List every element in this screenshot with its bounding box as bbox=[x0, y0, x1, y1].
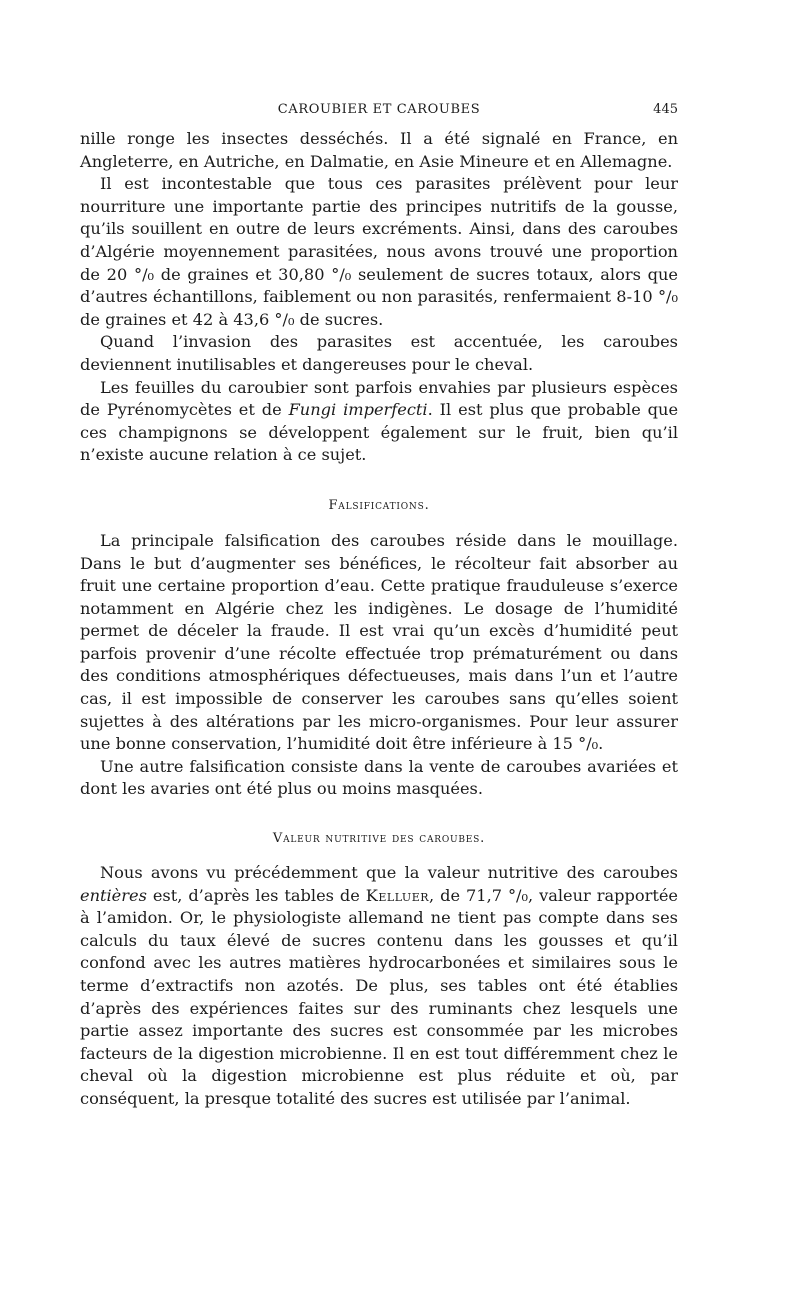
page-number: 445 bbox=[653, 102, 678, 117]
paragraph-continuation: nille ronge les insectes desséchés. Il a été signalé en France, en Angleterre, en Autriche, en Dalmatie, en Asie Mineure et en Allemagne. bbox=[80, 129, 678, 171]
running-header bbox=[80, 102, 678, 122]
paragraph-parasites: Il est incontestable que tous ces parasites prélèvent pour leur nourriture une importante partie des principes nutritifs de la gousse, qu’ils souillent en outre de leurs excréments. Ainsi, dans des caroubes d’Algérie moyennement parasitées, nous avons trouvé une proportion de 20 °/₀ de graines et 30,80 °/₀ seulement de sucres totaux, alors que d’autres échantillons, faiblement ou non parasités, renfermaient 8-10 °/₀ de graines et 42 à 43,6 °/₀ de sucres. bbox=[80, 174, 678, 329]
fungi-text-after: . Il est plus que probable que ces champignons se développent également sur le fruit, bien qu’il n’existe aucune relation à ce sujet. bbox=[80, 400, 679, 465]
section-heading-falsifications: Falsifications. bbox=[328, 497, 430, 513]
valeur-text-b: est, d’après les tables de bbox=[146, 885, 366, 905]
section-heading-valeur-nutritive: Valeur nutritive des caroubes. bbox=[272, 831, 486, 847]
fungi-text-before: Les feuilles du caroubier sont parfois envahies par plusieurs espèces de Pyrénomycètes et de bbox=[80, 377, 678, 420]
author-name: Kelluer bbox=[365, 885, 430, 905]
paragraph-mouillage: La principale falsification des caroubes réside dans le mouillage. Dans le but d’augmenter ses bénéfices, le récolteur fait absorber au fruit une certaine proportion d’eau. Cette pratique frauduleuse s’exerce notamment en Algérie chez les indigènes. Le dosage de l’humidité permet de déceler la fraude. Il est vrai qu’un excès d’humidité peut parfois provenir d’une récolte effectuée trop prématurément ou dans des conditions atmosphériques défectueuses, mais dans l’un et l’autre cas, il est impossible de conserver les caroubes sans qu’elles soient sujettes à des altérations par les micro-organismes. Pour leur assurer une bonne conservation, l’humidité doit être inférieure à 15 °/₀. bbox=[80, 530, 678, 754]
paragraph-avaries: Une autre falsification consiste dans la vente de caroubes avariées et dont les avaries ont été plus ou moins masquées. bbox=[80, 756, 678, 799]
fungi-italic-term: Fungi imperfecti bbox=[288, 400, 428, 420]
valeur-text-c: , de 71,7 °/₀, valeur rapportée à l’amidon. Or, le physiologiste allemand ne tient pas compte dans ses calculs du taux élevé de sucres contenu dans les gousses et qu’il confond avec les autres matières hydrocarbonées et similaires sous le terme d’extractifs non azotés. De plus, ses tables ont été établies d’après des expériences faites sur des ruminants chez lesquels une partie assez importante des sucres est consommée par les microbes facteurs de la digestion microbienne. Il en est tout différemment chez le cheval où la digestion microbienne est plus réduite et où, par conséquent, la presque totalité des sucres est utilisée par l’animal. bbox=[80, 885, 678, 1108]
body-text bbox=[80, 128, 678, 1111]
paragraph-fungi bbox=[80, 377, 678, 467]
running-title: CAROUBIER ET CAROUBES bbox=[277, 102, 481, 117]
valeur-text-a: Nous avons vu précédemment que la valeur nutritive des caroubes bbox=[100, 863, 678, 883]
paragraph-valeur bbox=[80, 862, 678, 1111]
paragraph-invasion: Quand l’invasion des parasites est accentuée, les caroubes deviennent inutilisables et dangereuses pour le cheval. bbox=[80, 332, 678, 374]
valeur-italic-entieres: entières bbox=[80, 885, 147, 905]
